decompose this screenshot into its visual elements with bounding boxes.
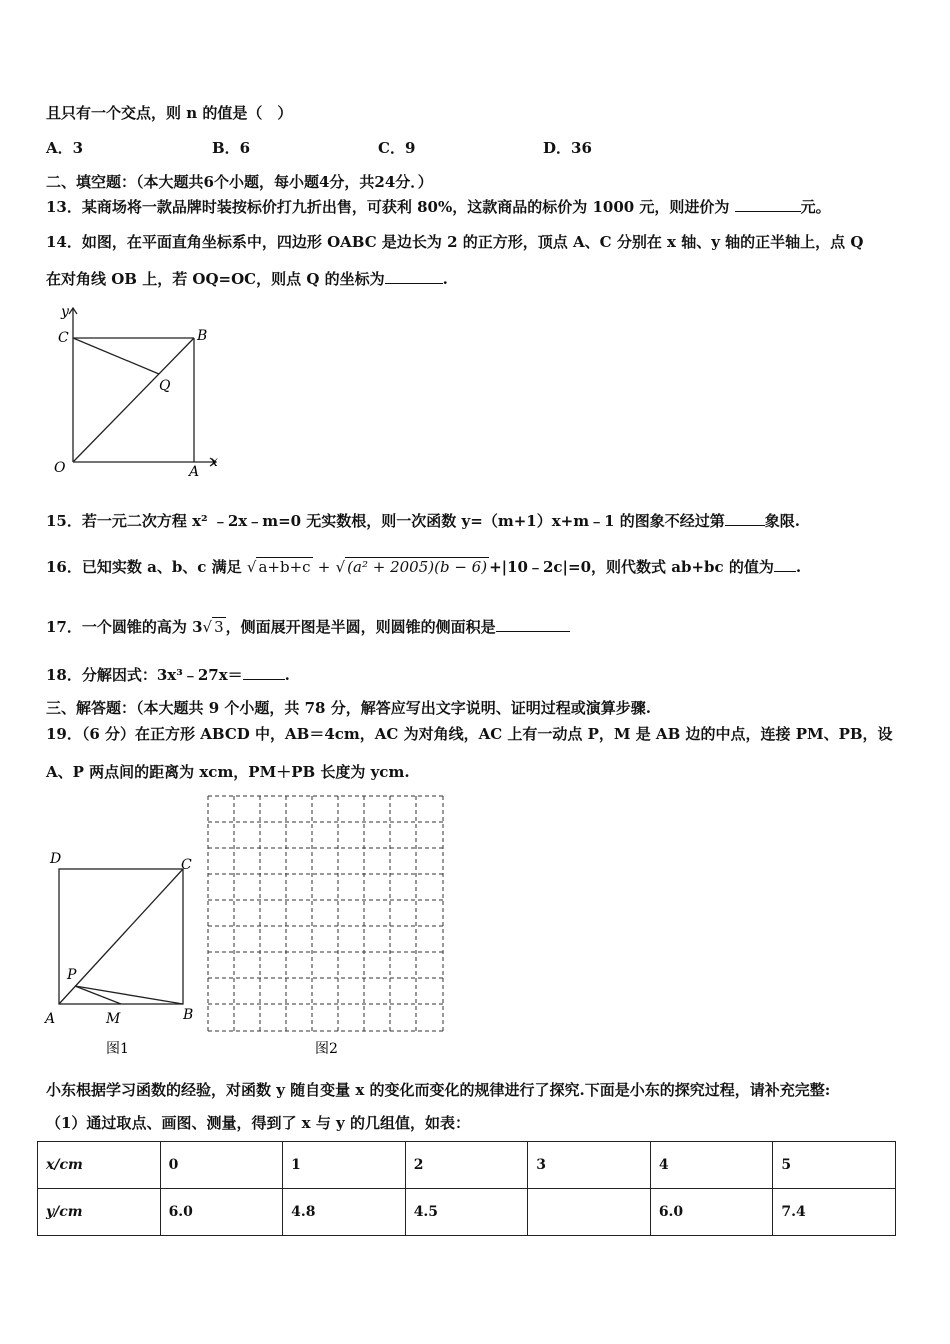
- q17-root-sign: √: [202, 618, 213, 636]
- question-19-line2: A、P 两点间的距离为 xcm，PM＋PB 长度为 ycm.: [46, 763, 410, 781]
- table-cell: x/cm: [38, 1142, 161, 1189]
- q14-answer-blank[interactable]: [385, 269, 443, 284]
- section-2-heading: 二、填空题：（本大题共6个小题，每小题4分，共24分．）: [46, 173, 433, 191]
- table-cell: 0: [160, 1142, 283, 1189]
- table-cell-empty[interactable]: [528, 1189, 651, 1236]
- caption-fig2: 图2: [315, 1041, 338, 1057]
- segment-cq: [73, 338, 159, 374]
- q18-answer-blank[interactable]: [243, 665, 285, 680]
- label-c: C: [58, 330, 69, 346]
- label-p: P: [67, 967, 77, 983]
- q16-text-b: +|10﹣2c|=0，则代数式 ab+bc 的值为: [489, 558, 774, 576]
- table-cell: 6.0: [160, 1189, 283, 1236]
- q13-answer-blank[interactable]: [735, 197, 801, 212]
- q16-text-a: 16．已知实数 a、b、c 满足: [46, 558, 242, 576]
- label-m: M: [106, 1011, 121, 1027]
- q16-plus: +: [317, 558, 331, 576]
- q16-root2-sign: √: [335, 558, 346, 576]
- label-a: A: [189, 464, 200, 480]
- q15-answer-blank[interactable]: [725, 511, 765, 526]
- table-row-x: [38, 1142, 896, 1189]
- label-q: Q: [159, 378, 171, 394]
- segment-pm: [75, 986, 121, 1004]
- q14-end: .: [442, 270, 448, 288]
- table-cell: 2: [405, 1142, 528, 1189]
- diagonal-ac: [59, 869, 183, 1004]
- q14-text: 在对角线 OB 上，若 OQ=OC，则点 Q 的坐标为: [46, 270, 385, 288]
- q15-end: 象限.: [764, 512, 800, 530]
- q16-end: .: [795, 558, 802, 576]
- question-14-line1: 14．如图，在平面直角坐标系中，四边形 OABC 是边长为 2 的正方形，顶点 A、C 分别在 x 轴、y 轴的正半轴上，点 Q: [46, 233, 864, 251]
- dashed-grid: [208, 796, 443, 1031]
- table-cell: 4.8: [283, 1189, 406, 1236]
- q12-tail: 且只有一个交点，则 n 的值是（ ）: [46, 104, 293, 122]
- q18-end: .: [284, 666, 290, 684]
- caption-fig1: 图1: [106, 1041, 129, 1057]
- diagonal-ob: [73, 338, 194, 462]
- q18-text: 18．分解因式：3x³﹣27x＝: [46, 666, 243, 684]
- option-b: B．6: [212, 139, 251, 157]
- q19-figure-2-grid: [205, 793, 450, 1063]
- q13-end: 元。: [800, 198, 831, 216]
- question-18: [46, 664, 290, 685]
- question-14-line2: [46, 268, 448, 289]
- section-3-heading: 三、解答题：（本大题共 9 个小题，共 78 分，解答应写出文字说明、证明过程或演算步骤.: [46, 699, 651, 717]
- q13-text: 13．某商场将一款品牌时装按标价打九折出售，可获利 80%，这款商品的标价为 1000 元，则进价为: [46, 198, 730, 216]
- xy-value-table: [37, 1141, 896, 1236]
- question-19-line4: （1）通过取点、画图、测量，得到了 x 与 y 的几组值，如表：: [46, 1114, 470, 1132]
- question-19-line3: 小东根据学习函数的经验，对函数 y 随自变量 x 的变化而变化的规律进行了探究.下面是小东的探究过程，请补充完整:: [46, 1081, 831, 1099]
- table-cell: 4: [650, 1142, 773, 1189]
- table-cell: 6.0: [650, 1189, 773, 1236]
- q16-root2: (a² + 2005)(b − 6): [347, 558, 488, 576]
- table-cell: y/cm: [38, 1189, 161, 1236]
- table-row-y: [38, 1189, 896, 1236]
- q16-root1-sign: √: [246, 558, 257, 576]
- table-cell: 1: [283, 1142, 406, 1189]
- question-13: [46, 196, 831, 217]
- label-c: C: [181, 857, 192, 873]
- label-o: O: [54, 460, 66, 476]
- option-a: A．3: [46, 139, 84, 157]
- label-a: A: [45, 1011, 56, 1027]
- label-b: B: [183, 1007, 194, 1023]
- q16-root1: a+b+c: [258, 558, 311, 576]
- question-15: [46, 510, 800, 531]
- question-19-line1: 19．（6 分）在正方形 ABCD 中，AB＝4cm，AC 为对角线，AC 上有一动点 P，M 是 AB 边的中点，连接 PM、PB，设: [46, 725, 893, 743]
- table-cell: 3: [528, 1142, 651, 1189]
- q14-figure: [44, 300, 234, 490]
- label-b: B: [197, 328, 208, 344]
- q17-root: 3: [214, 618, 224, 636]
- table-cell: 7.4: [773, 1189, 896, 1236]
- q17-text-b: ，侧面展开图是半圆，则圆锥的侧面积是: [225, 618, 496, 636]
- label-x: x: [210, 454, 218, 470]
- q17-text-a: 17．一个圆锥的高为 3: [46, 618, 203, 636]
- label-y: y: [61, 304, 69, 320]
- table-cell: 5: [773, 1142, 896, 1189]
- option-c: C．9: [378, 139, 416, 157]
- table-cell: 4.5: [405, 1189, 528, 1236]
- q16-answer-blank[interactable]: [774, 557, 796, 572]
- label-d: D: [50, 851, 62, 867]
- question-16: [46, 556, 801, 577]
- question-17: [46, 616, 570, 637]
- q15-text: 15．若一元二次方程 x² ﹣2x﹣m=0 无实数根，则一次函数 y=（m+1）x+m﹣1 的图象不经过第: [46, 512, 725, 530]
- q17-answer-blank[interactable]: [496, 617, 570, 632]
- segment-pb: [75, 986, 183, 1004]
- option-d: D．36: [543, 139, 592, 157]
- q19-figure-1: [40, 845, 200, 1060]
